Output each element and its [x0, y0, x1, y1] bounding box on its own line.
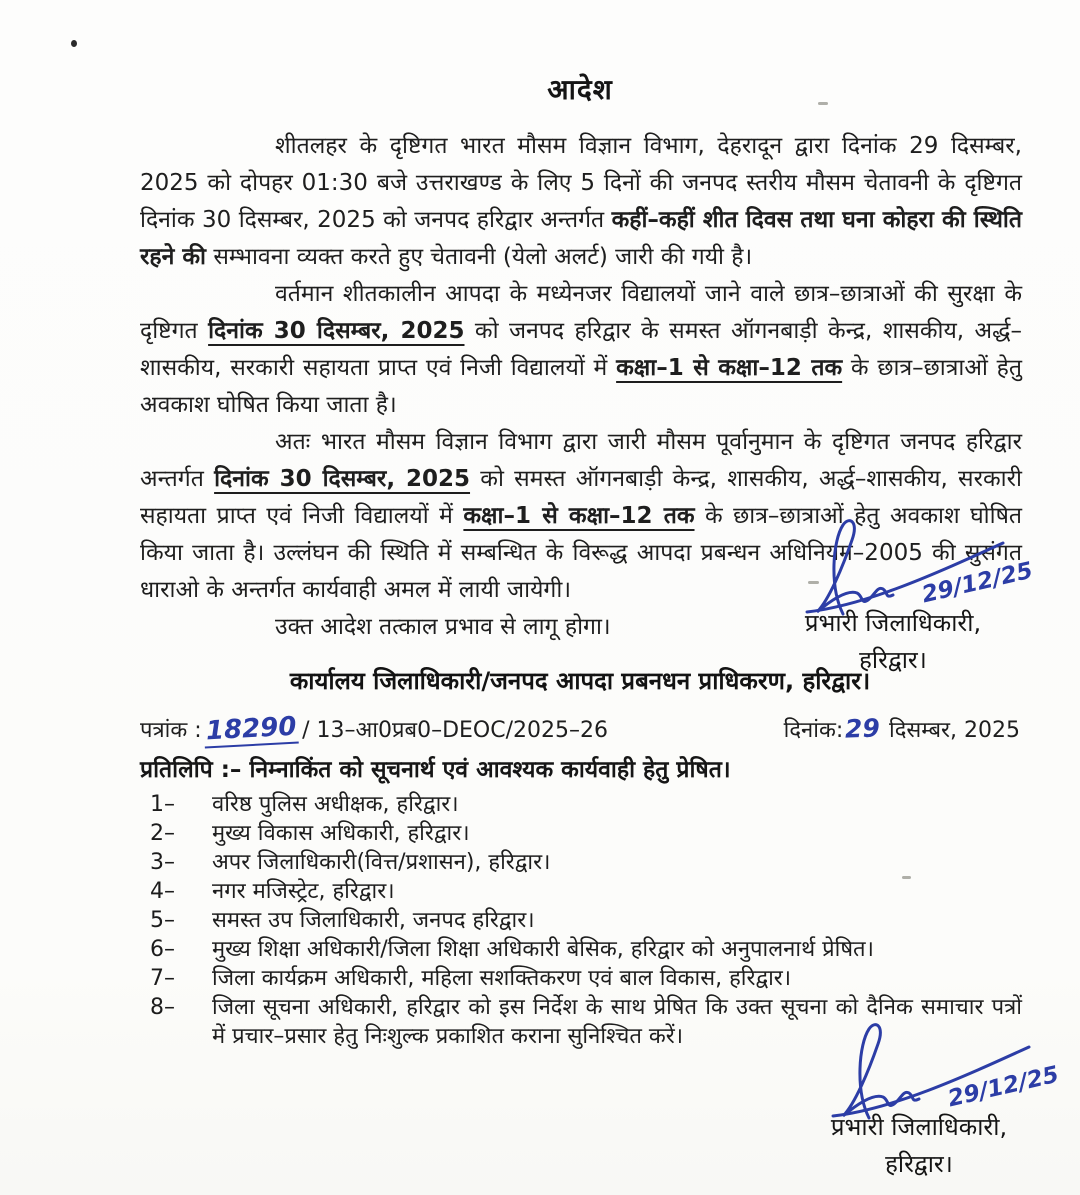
list-item-text: वरिष्ठ पुलिस अधीक्षक, हरिद्वार।: [212, 792, 459, 817]
para3-text-end: के छात्र–छात्राओं हेतु अवकाश घोषित किया जाता है। उल्लंघन की स्थिति में सम्बन्धित के विरूद्ध आपदा प्रबन्धन अधिनियम–2005 की सुसंगत धाराओ के अन्तर्गत कार्यवाही अमल में लायी जायेगी।: [140, 503, 1022, 603]
para3-text: अतः भारत मौसम विज्ञान विभाग द्वारा जारी मौसम पूर्वानुमान के दृष्टिगत जनपद हरिद्वार अन्तर्गत: [140, 429, 1022, 492]
para1-text: शीतलहर के दृष्टिगत भारत मौसम विज्ञान विभाग, देहरादून द्वारा दिनांक 29 दिसम्बर, 2025 को दोपहर 01:30 बजे उत्तराखण्ड के लिए 5 दिनों की जनपद स्तरीय मौसम चेतावनी के दृष्टिगत दिनांक 30 दिसम्बर, 2025 को जनपद हरिद्वार अन्तर्गत: [140, 133, 1022, 233]
list-item-text: नगर मजिस्ट्रेट, हरिद्वार।: [212, 879, 395, 904]
letter-number: [140, 711, 608, 747]
list-item-text: मुख्य शिक्षा अधिकारी/जिला शिक्षा अधिकारी बेसिक, हरिद्वार को अनुपालनार्थ प्रेषित।: [212, 937, 874, 962]
list-item: [150, 935, 1022, 964]
list-item-text: जिला सूचना अधिकारी, हरिद्वार को इस निर्देश के साथ प्रेषित कि उक्त सूचना को दैनिक समाचार पत्रों में प्रचार–प्रसार हेतु निःशुल्क प्रकाशित कराना सुनिश्चित करें।: [212, 995, 1022, 1049]
paragraph-immediate-effect: उक्त आदेश तत्काल प्रभाव से लागू होगा।: [275, 614, 611, 640]
list-item-text: मुख्य विकास अधिकारी, हरिद्वार।: [212, 821, 470, 846]
para1-bold-phrase: कहीं–कहीं शीत दिवस तथा घना कोहरा की स्थिति रहने की: [140, 207, 1022, 270]
signatory-designation-bottom: प्रभारी जिलाधिकारी,: [830, 1113, 1008, 1141]
list-item: [150, 877, 1022, 906]
list-item-text: अपर जिलाधिकारी(वित्त/प्रशासन), हरिद्वार।: [212, 850, 551, 875]
para1-text-end: सम्भावना व्यक्त करते हुए चेतावनी (येलो अलर्ट) जारी की गयी है।: [206, 244, 753, 270]
list-item-number: 1–: [150, 792, 175, 817]
signatory-designation-top: प्रभारी जिलाधिकारी,: [804, 609, 982, 637]
para2-text-mid: को जनपद हरिद्वार के समस्त ऑगनबाड़ी केन्द्र, शासकीय, अर्द्ध–शासकीय, सरकारी सहायता प्राप्त एवं निजी विद्यालयों में: [140, 318, 1022, 381]
list-item: [150, 964, 1022, 993]
list-item: [150, 790, 1022, 819]
letter-date-label: दिनांक:: [783, 718, 844, 743]
signature-block-bottom: [784, 1020, 1062, 1180]
office-heading: कार्यालय जिलाधिकारी/जनपद आपदा प्रबनधन प्राधिकरण, हरिद्वार।: [289, 667, 871, 695]
list-item-text: जिला कार्यक्रम अधिकारी, महिला सशक्तिकरण एवं बाल विकास, हरिद्वार।: [212, 966, 792, 991]
signature-block-top: [758, 516, 1036, 676]
list-item-number: 4–: [150, 879, 175, 904]
signature-date-bottom: 29/12/25: [945, 1061, 1062, 1113]
document-title: आदेश: [547, 73, 613, 106]
list-item-text: समस्त उप जिलाधिकारी, जनपद हरिद्वार।: [212, 908, 535, 933]
list-item-number: 8–: [150, 995, 175, 1020]
para3-date-underlined: दिनांक 30 दिसम्बर, 2025: [214, 466, 471, 492]
letter-date: [784, 714, 1020, 744]
letter-number-suffix: / 13–आ0प्रब0–DEOC/2025–26: [302, 718, 608, 743]
list-item-number: 5–: [150, 908, 175, 933]
para2-text: वर्तमान शीतकालीन आपदा के मध्येनजर विद्यालयों जाने वाले छात्र–छात्राओं की सुरक्षा के दृष्टिगत: [140, 281, 1022, 344]
signature-date-top: 29/12/25: [919, 557, 1036, 609]
para3-classes-underlined: कक्षा–1 से कक्षा–12 तक: [463, 503, 695, 529]
recipients-list: [150, 790, 1022, 1051]
list-item: [150, 906, 1022, 935]
letter-number-handwritten: 18290: [203, 712, 299, 749]
list-item-number: 7–: [150, 966, 175, 991]
signature-ink-icon: [803, 1020, 1035, 1124]
copy-distribution-note: प्रतिलिपि :– निम्नाकिंत को सूचनार्थ एवं आवश्यक कार्यवाही हेतु प्रेषित।: [140, 757, 731, 783]
paragraph-holiday-declaration: [140, 276, 1022, 424]
list-item-number: 2–: [150, 821, 175, 846]
scan-speck: [71, 40, 77, 47]
signatory-place-top: हरिद्वार।: [859, 646, 927, 674]
list-item-number: 6–: [150, 937, 175, 962]
letter-date-suffix: दिसम्बर, 2025: [882, 718, 1020, 743]
para2-text-end: के छात्र–छात्राओं हेतु अवकाश घोषित किया जाता है।: [140, 355, 1022, 418]
para2-classes-underlined: कक्षा–1 से कक्षा–12 तक: [616, 355, 843, 381]
signature-ink-icon: [777, 516, 1009, 620]
signatory-place-bottom: हरिद्वार।: [885, 1150, 953, 1178]
list-item-number: 3–: [150, 850, 175, 875]
list-item: [150, 819, 1022, 848]
letter-number-label: पत्रांक :: [140, 718, 202, 743]
paragraph-weather-warning: [140, 128, 1022, 276]
letter-date-handwritten: 29: [844, 713, 881, 744]
reference-row: [140, 711, 1020, 747]
list-item: [150, 848, 1022, 877]
para2-date-underlined: दिनांक 30 दिसम्बर, 2025: [208, 318, 465, 344]
para3-text-mid: को समस्त ऑगनबाड़ी केन्द्र, शासकीय, अर्द्ध–शासकीय, सरकारी सहायता प्राप्त एवं निजी विद्यालयों में: [140, 466, 1022, 529]
